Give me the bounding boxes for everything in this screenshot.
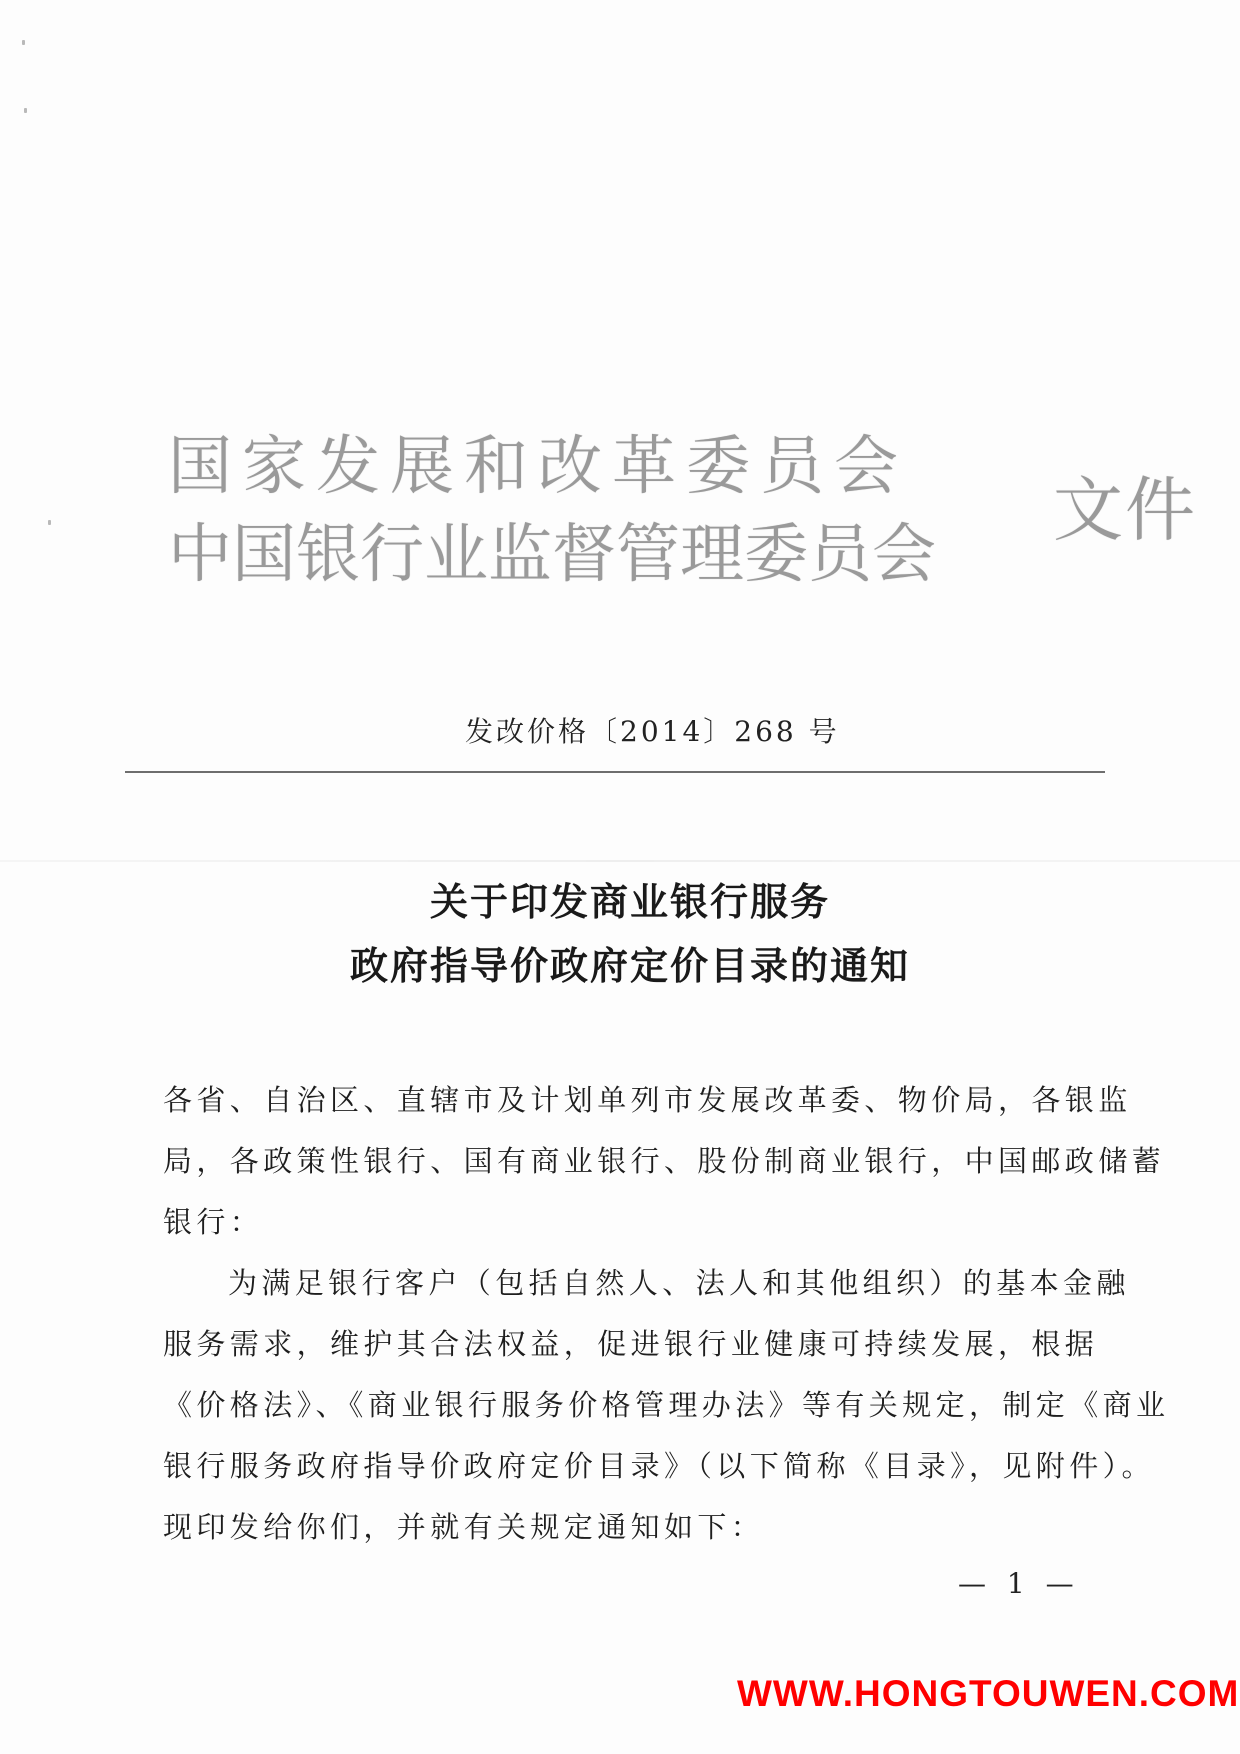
body-line-paragraph-5: 现印发给你们，并就有关规定通知如下： bbox=[163, 1510, 765, 1544]
issuer-ndrc: 国家发展和改革委员会 bbox=[168, 430, 908, 504]
body-line-paragraph-3: 《价格法》、《商业银行服务价格管理办法》等有关规定，制定《商业 bbox=[163, 1388, 1170, 1422]
scan-speck bbox=[22, 40, 25, 45]
body-line-paragraph-1: 为满足银行客户（包括自然人、法人和其他组织）的基本金融 bbox=[228, 1266, 1130, 1300]
body-line-paragraph-4: 银行服务政府指导价政府定价目录》（以下简称《目录》，见附件）。 bbox=[163, 1449, 1155, 1483]
document-title-line-1: 关于印发商业银行服务 bbox=[429, 879, 830, 924]
issuer-header bbox=[168, 430, 1197, 610]
scan-speck bbox=[48, 520, 51, 525]
body-line-addressees-2: 局，各政策性银行、国有商业银行、股份制商业银行，中国邮政储蓄 bbox=[163, 1144, 1166, 1178]
document-type-label: 文件 bbox=[1053, 469, 1197, 551]
scan-speck bbox=[24, 108, 27, 113]
body-line-addressees-1: 各省、自治区、直辖市及计划单列市发展改革委、物价局，各银监 bbox=[163, 1083, 1132, 1117]
body-line-paragraph-2: 服务需求，维护其合法权益，促进银行业健康可持续发展，根据 bbox=[163, 1327, 1099, 1361]
issuer-cbrc: 中国银行业监督管理委员会 bbox=[168, 518, 936, 592]
header-divider bbox=[125, 771, 1105, 773]
scan-fold-line bbox=[0, 860, 1240, 862]
body-line-addressees-3: 银行： bbox=[163, 1205, 264, 1239]
document-number: 发改价格〔2014〕268 号 bbox=[465, 715, 840, 748]
document-title-line-2: 政府指导价政府定价目录的通知 bbox=[349, 943, 910, 988]
watermark-url: WWW.HONGTOUWEN.COM bbox=[737, 1673, 1240, 1714]
page-number: — 1 — bbox=[958, 1567, 1080, 1600]
